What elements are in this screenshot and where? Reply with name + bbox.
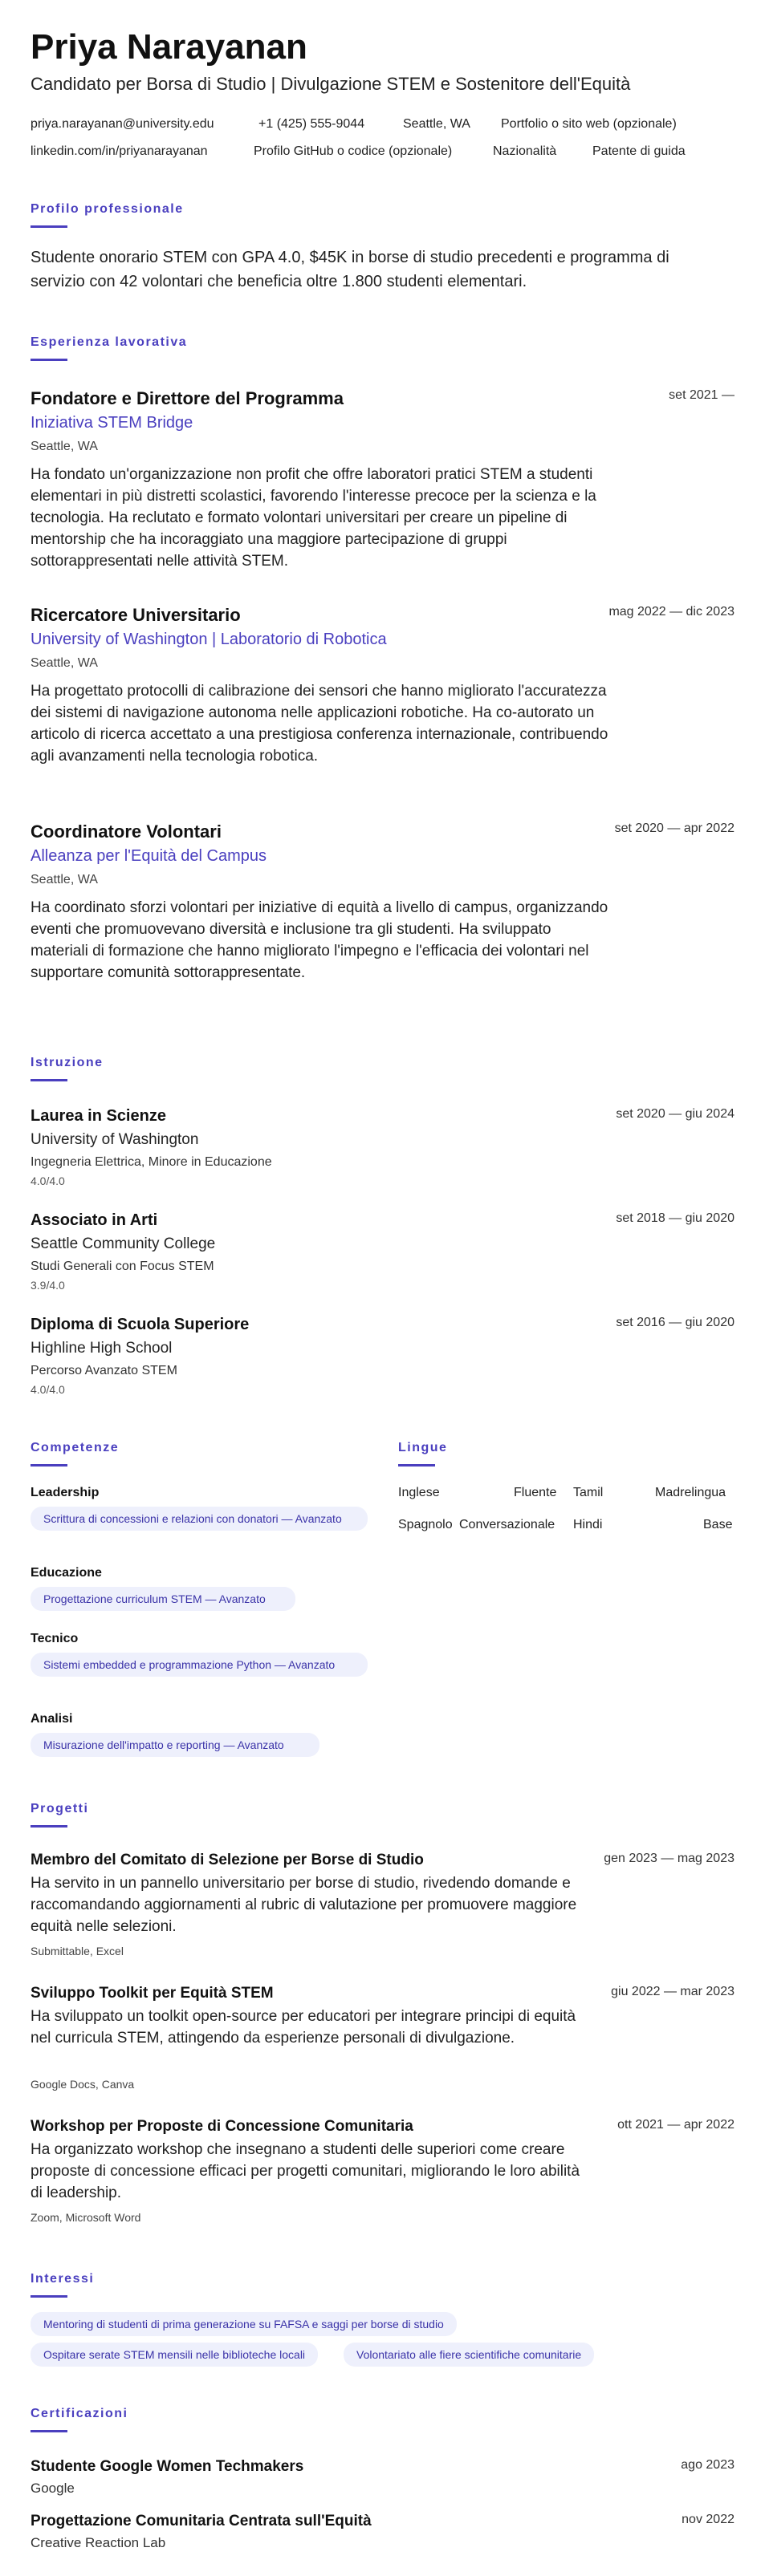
education-gpa: 4.0/4.0 <box>31 1174 65 1187</box>
education-field: Studi Generali con Focus STEM <box>31 1260 214 1273</box>
contact-nationality: Nazionalità <box>493 144 557 158</box>
job-location: Seattle, WA <box>31 873 98 886</box>
summary-section-title: Profilo professionale <box>31 202 184 216</box>
project-description: Ha servito in un pannello universitario per borse di studio, rivedendo domande e raccomandando aggiornamenti al rubric di valutazione per promuovere maggiore equità nelle selezioni. <box>31 1875 577 1935</box>
job-title: Coordinatore Volontari <box>31 821 222 842</box>
language-level: Madrelingua <box>655 1486 726 1499</box>
interests-divider <box>31 2295 67 2298</box>
education-school: Highline High School <box>31 1340 173 1357</box>
certification-date: nov 2022 <box>682 2513 734 2526</box>
skill-category: Leadership <box>31 1486 100 1499</box>
skills-divider <box>31 1464 67 1466</box>
contact-email[interactable]: priya.narayanan@university.edu <box>31 117 214 131</box>
education-date: set 2016 — giu 2020 <box>616 1316 734 1329</box>
summary-text: Studente onorario STEM con GPA 4.0, $45K in borse di studio precedenti e programma di servizio con 42 volontari che beneficia oltre 1.800 studenti elementari. <box>31 249 669 290</box>
education-field: Ingegneria Elettrica, Minore in Educazione <box>31 1155 272 1169</box>
job-date: set 2020 — apr 2022 <box>614 821 734 835</box>
skill-category: Educazione <box>31 1566 102 1580</box>
project-title: Membro del Comitato di Selezione per Borse di Studio <box>31 1852 424 1868</box>
job-location: Seattle, WA <box>31 440 98 453</box>
education-school: Seattle Community College <box>31 1235 216 1252</box>
projects-section-title: Progetti <box>31 1802 89 1815</box>
skill-chip: Scrittura di concessioni e relazioni con donatori — Avanzato <box>31 1507 368 1531</box>
certification-issuer: Google <box>31 2481 75 2496</box>
education-degree: Laurea in Scienze <box>31 1107 166 1125</box>
experience-section-title: Esperienza lavorativa <box>31 335 188 349</box>
skill-chip: Sistemi embedded e programmazione Python — Avanzato <box>31 1653 368 1677</box>
education-section-title: Istruzione <box>31 1056 104 1069</box>
skill-category: Analisi <box>31 1712 73 1726</box>
education-field: Percorso Avanzato STEM <box>31 1364 177 1377</box>
summary-divider <box>31 225 67 228</box>
language-level: Base <box>703 1518 733 1531</box>
language-level: Fluente <box>514 1486 557 1499</box>
project-date: ott 2021 — apr 2022 <box>617 2118 734 2132</box>
education-school: University of Washington <box>31 1131 199 1148</box>
contact-linkedin[interactable]: linkedin.com/in/priyanarayanan <box>31 144 208 158</box>
job-description: Ha progettato protocolli di calibrazione dei sensori che hanno migliorato l'accuratezza dei sistemi di navigazione autonoma nelle applicazioni robotiche. Ha co-autorato un articolo di ricerca accettato a una prestigiosa conferenza internazionale, contribuendo agli avanzamenti nella tecnologia robotica. <box>31 683 608 765</box>
job-location: Seattle, WA <box>31 656 98 670</box>
education-date: set 2018 — giu 2020 <box>616 1211 734 1225</box>
job-description: Ha fondato un'organizzazione non profit che offre laboratori pratici STEM a studenti elementari in più distretti scolastici, favorendo l'interesse precoce per la scienza e la tecnologia. Ha reclutato e formato volontari universitari per creare un pipeline di mentorship che ha incoraggiato una maggiore partecipazione di gruppi sottorappresentati nelle attività STEM. <box>31 466 596 570</box>
contact-license: Patente di guida <box>592 144 686 158</box>
language-name: Hindi <box>573 1518 603 1531</box>
skill-chip: Progettazione curriculum STEM — Avanzato <box>31 1587 295 1611</box>
language-level: Conversazionale <box>459 1518 555 1531</box>
certifications-divider <box>31 2430 67 2432</box>
job-organization: Iniziativa STEM Bridge <box>31 414 193 432</box>
education-divider <box>31 1079 67 1081</box>
language-name: Spagnolo <box>398 1518 453 1531</box>
interests-section-title: Interessi <box>31 2272 95 2286</box>
job-date: mag 2022 — dic 2023 <box>608 605 734 619</box>
experience-divider <box>31 359 67 361</box>
job-organization: Alleanza per l'Equità del Campus <box>31 847 267 865</box>
job-title: Fondatore e Direttore del Programma <box>31 388 344 408</box>
projects-divider <box>31 1825 67 1828</box>
interest-chip: Volontariato alle fiere scientifiche comunitarie <box>344 2343 594 2367</box>
project-tools: Google Docs, Canva <box>31 2078 135 2091</box>
project-title: Workshop per Proposte di Concessione Comunitaria <box>31 2118 413 2135</box>
certification-title: Progettazione Comunitaria Centrata sull'Equità <box>31 2513 372 2529</box>
education-gpa: 3.9/4.0 <box>31 1279 65 1292</box>
job-date: set 2021 — <box>669 388 734 402</box>
project-date: giu 2022 — mar 2023 <box>611 1985 734 1998</box>
project-description: Ha organizzato workshop che insegnano a studenti delle superiori come creare proposte di concessione efficaci per progetti comunitari, migliorando le loro abilità di leadership. <box>31 2141 580 2201</box>
education-degree: Diploma di Scuola Superiore <box>31 1316 250 1333</box>
skill-category: Tecnico <box>31 1632 79 1645</box>
interest-chip: Ospitare serate STEM mensili nelle biblioteche locali <box>31 2343 318 2367</box>
languages-divider <box>398 1464 435 1466</box>
project-date: gen 2023 — mag 2023 <box>604 1852 734 1865</box>
project-description: Ha sviluppato un toolkit open-source per educatori per integrare principi di equità nel curricula STEM, attingendo da esperienze personali di divulgazione. <box>31 2008 576 2047</box>
project-title: Sviluppo Toolkit per Equità STEM <box>31 1985 274 2002</box>
certification-date: ago 2023 <box>681 2458 734 2472</box>
language-name: Inglese <box>398 1486 440 1499</box>
certification-title: Studente Google Women Techmakers <box>31 2458 304 2475</box>
certifications-section-title: Certificazioni <box>31 2407 128 2420</box>
interest-chip: Mentoring di studenti di prima generazione su FAFSA e saggi per borse di studio <box>31 2312 457 2336</box>
project-tools: Submittable, Excel <box>31 1945 124 1957</box>
job-organization: University of Washington | Laboratorio di Robotica <box>31 631 387 648</box>
job-description: Ha coordinato sforzi volontari per iniziative di equità a livello di campus, organizzando eventi che promuovevano diversità e inclusione tra gli studenti. Ha sviluppato materiali di formazione che hanno migliorato l'impegno e l'efficacia dei volontari nel supportare comunità sottorappresentate. <box>31 899 608 981</box>
contact-phone[interactable]: +1 (425) 555-9044 <box>258 117 365 131</box>
contact-website[interactable]: Portfolio o sito web (opzionale) <box>501 117 677 131</box>
contact-github[interactable]: Profilo GitHub o codice (opzionale) <box>254 144 453 158</box>
candidate-subtitle: Candidato per Borsa di Studio | Divulgazione STEM e Sostenitore dell'Equità <box>31 74 631 94</box>
education-gpa: 4.0/4.0 <box>31 1383 65 1396</box>
language-name: Tamil <box>573 1486 604 1499</box>
education-date: set 2020 — giu 2024 <box>616 1107 734 1121</box>
contact-location: Seattle, WA <box>403 117 470 131</box>
skills-section-title: Competenze <box>31 1441 120 1454</box>
languages-section-title: Lingue <box>398 1441 448 1454</box>
skill-chip: Misurazione dell'impatto e reporting — Avanzato <box>31 1733 319 1757</box>
job-title: Ricercatore Universitario <box>31 605 241 625</box>
candidate-name: Priya Narayanan <box>31 27 307 67</box>
project-tools: Zoom, Microsoft Word <box>31 2211 141 2224</box>
certification-issuer: Creative Reaction Lab <box>31 2535 166 2550</box>
education-degree: Associato in Arti <box>31 1211 158 1229</box>
